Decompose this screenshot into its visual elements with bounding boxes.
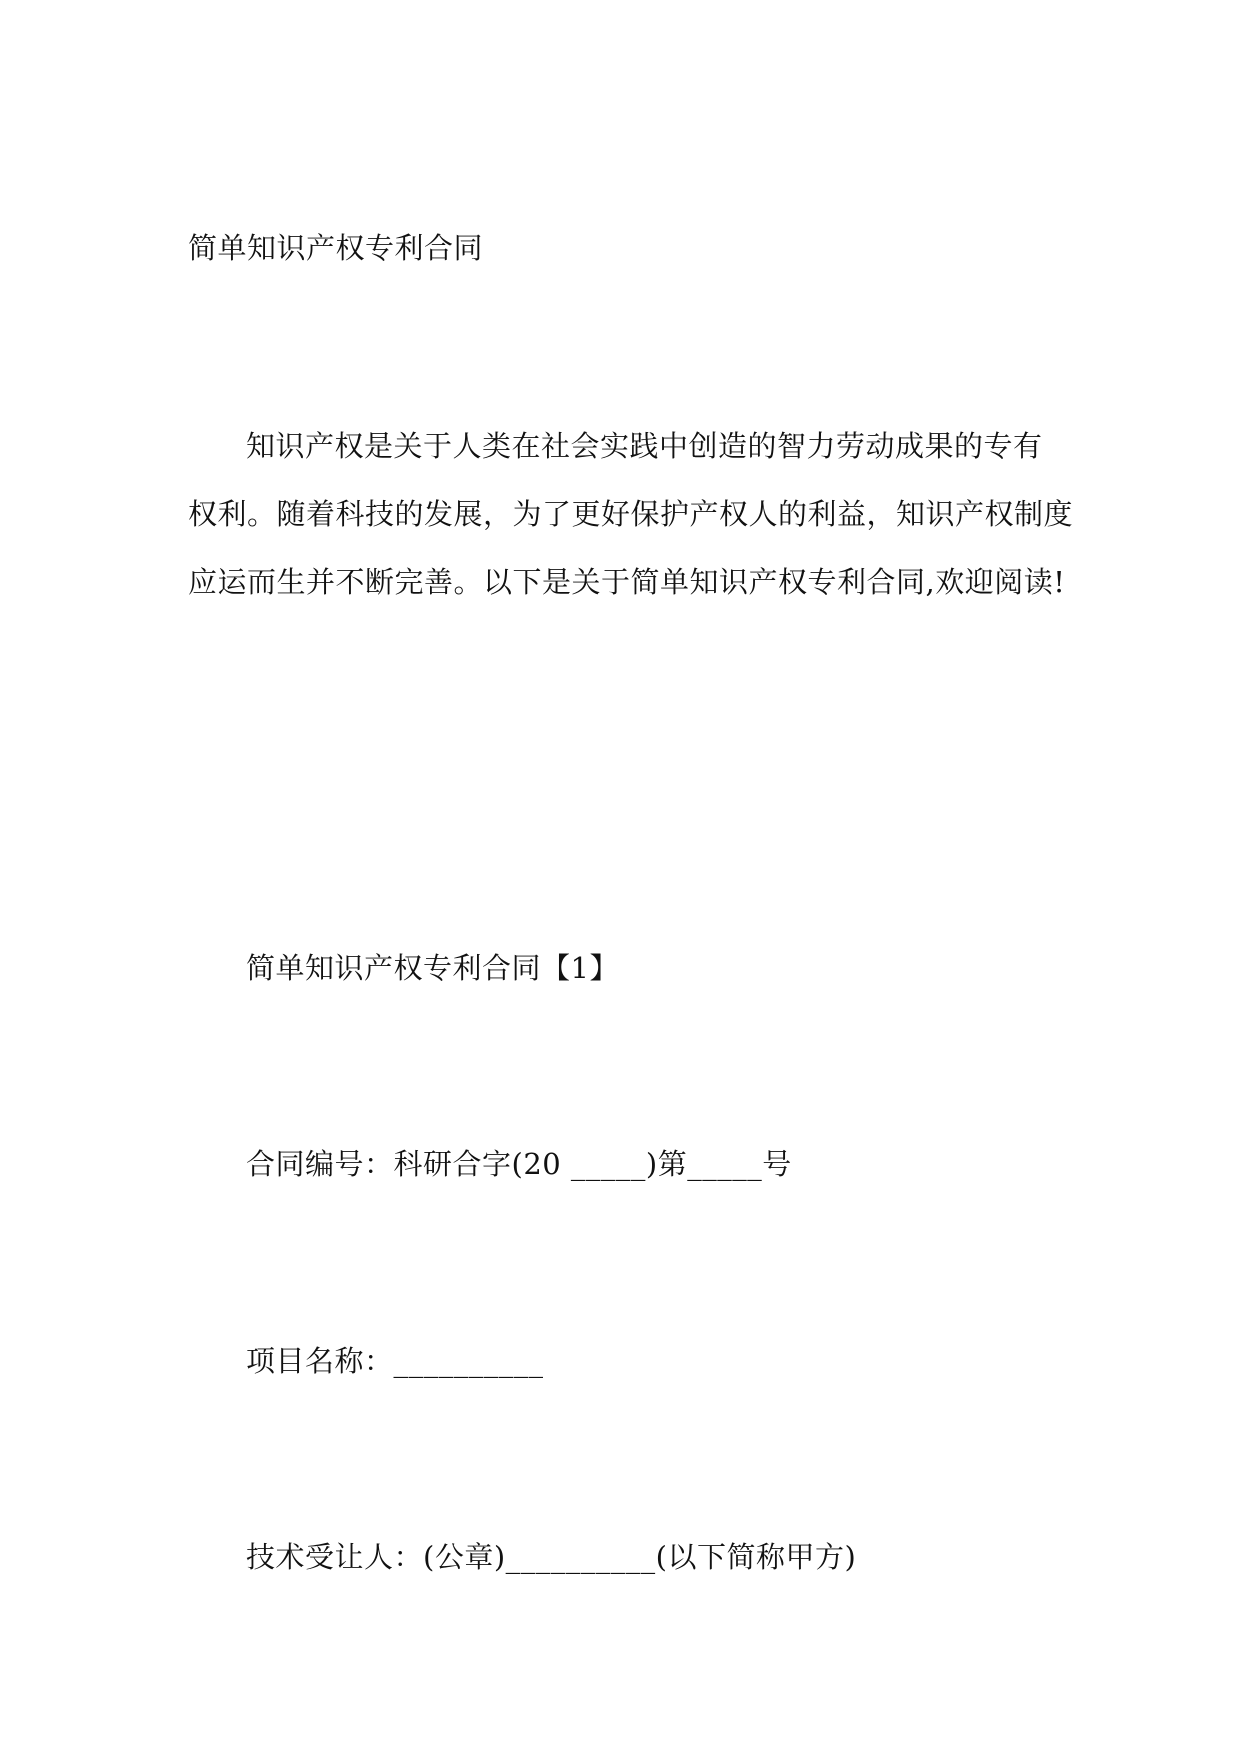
intro-paragraph-line-2: 权利。随着科技的发展，为了更好保护产权人的利益，知识产权制度 xyxy=(188,497,1074,531)
assignee-line: 技术受让人：(公章)__________(以下简称甲方) xyxy=(246,1540,857,1574)
project-name-line: 项目名称：__________ xyxy=(246,1344,544,1378)
intro-paragraph-line-3: 应运而生并不断完善。以下是关于简单知识产权专利合同,欢迎阅读! xyxy=(188,565,1066,599)
section-title: 简单知识产权专利合同【1】 xyxy=(246,951,619,985)
contract-number-line: 合同编号：科研合字(20 _____)第_____号 xyxy=(246,1147,792,1181)
intro-paragraph-line-1: 知识产权是关于人类在社会实践中创造的智力劳动成果的专有 xyxy=(246,429,1043,463)
document-title: 简单知识产权专利合同 xyxy=(188,231,484,265)
